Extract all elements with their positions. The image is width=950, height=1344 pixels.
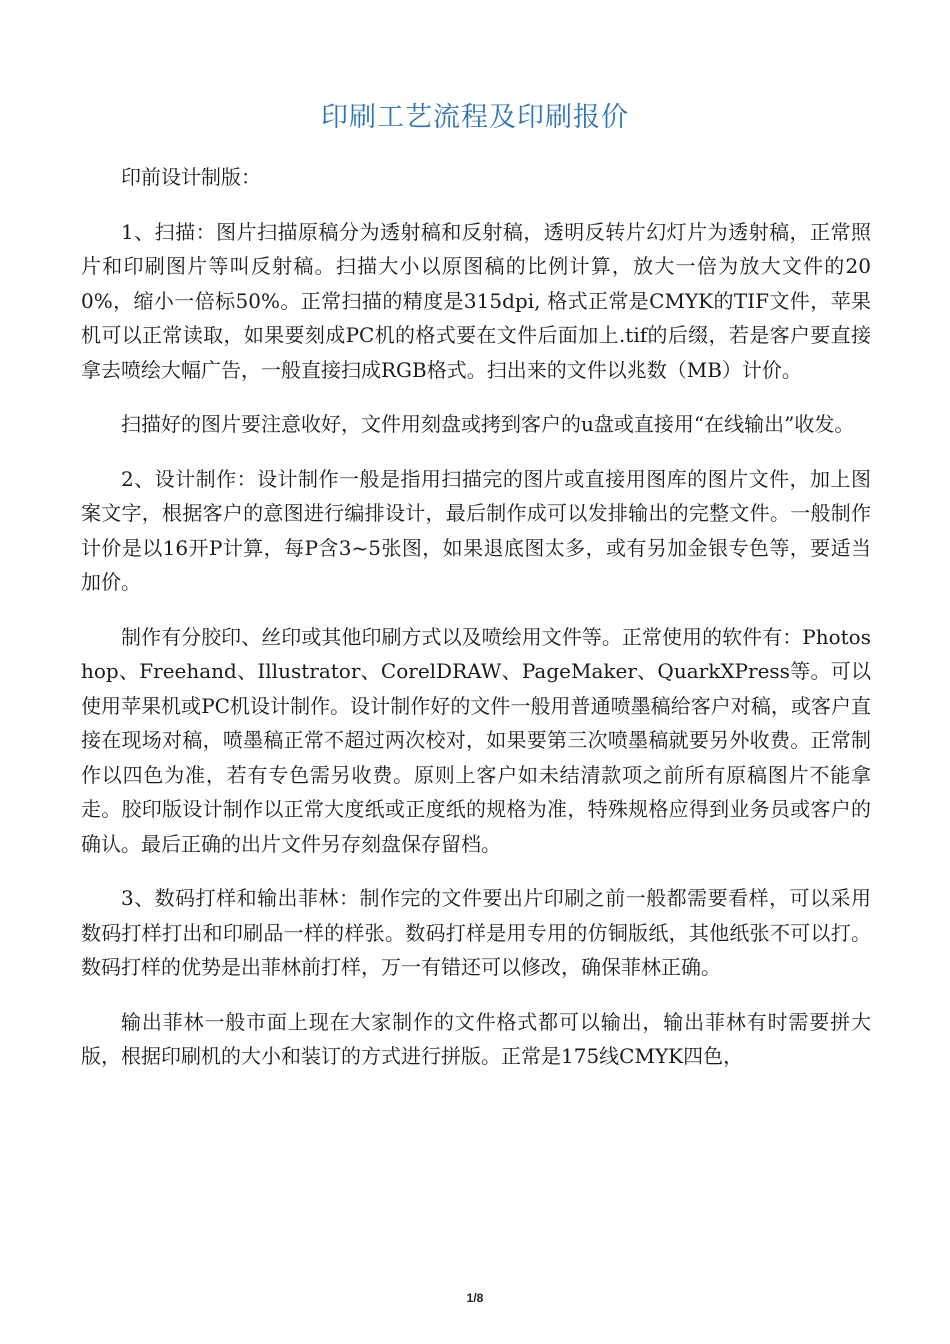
paragraph-digital-proof: 3、数码打样和输出菲林：制作完的文件要出片印刷之前一般都需要看样，可以采用数码打样打出和印刷品一样的样张。数码打样是用专用的仿铜版纸，其他纸张不可以打。数码打样的优势是出菲林前打样，万一有错还可以修改，确保菲林正确。 [81, 886, 871, 979]
paragraph-design: 2、设计制作：设计制作一般是指用扫描完的图片或直接用图库的图片文件，加上图案文字，根据客户的意图进行编排设计，最后制作成可以发排输出的完整文件。一般制作计价是以16开P计算，每P含3~5张图，如果退底图太多，或有另加金银专色等，要适当加价。 [81, 466, 871, 594]
document-body [81, 160, 871, 1094]
paragraph-software: 制作有分胶印、丝印或其他印刷方式以及喷绘用文件等。正常使用的软件有：Photoshop、Freehand、Illustrator、CorelDRAW、PageMaker、QuarkXPress等。可以使用苹果机或PC机设计制作。设计制作好的文件一般用普通喷墨稿给客户对稿，或客户直接在现场对稿，喷墨稿正常不超过两次校对，如果要第三次喷墨稿就要另外收费。正常制作以四色为准，若有专色需另收费。原则上客户如未结清款项之前所有原稿图片不能拿走。胶印版设计制作以正常大度纸或正度纸的规格为准，特殊规格应得到业务员或客户的确认。最后正确的出片文件另存刻盘保存留档。 [81, 624, 871, 856]
paragraph-film-output: 输出菲林一般市面上现在大家制作的文件格式都可以输出，输出菲林有时需要拼大版，根据印刷机的大小和装订的方式进行拼版。正常是175线CMYK四色， [81, 1009, 871, 1068]
paragraph-heading-prepress: 印前设计制版： [121, 165, 261, 189]
paragraph-scan-storage: 扫描好的图片要注意收好，文件用刻盘或拷到客户的u盘或直接用“在线输出”收发。 [121, 412, 855, 436]
document-title: 印刷工艺流程及印刷报价 [321, 102, 629, 133]
paragraph-scanning: 1、扫描：图片扫描原稿分为透射稿和反射稿，透明反转片幻灯片为透射稿，正常照片和印刷图片等叫反射稿。扫描大小以原图稿的比例计算，放大一倍为放大文件的200%，缩小一倍标50%。正常扫描的精度是315dpi, 格式正常是CMYK的TIF文件，苹果机可以正常读取，如果要刻成PC机的格式要在文件后面加上.tif的后缀，若是客户要直接拿去喷绘大幅广告，一般直接扫成RGB格式。扫出来的文件以兆数（MB）计价。 [81, 219, 871, 382]
page-number: 1/8 [466, 1291, 484, 1305]
